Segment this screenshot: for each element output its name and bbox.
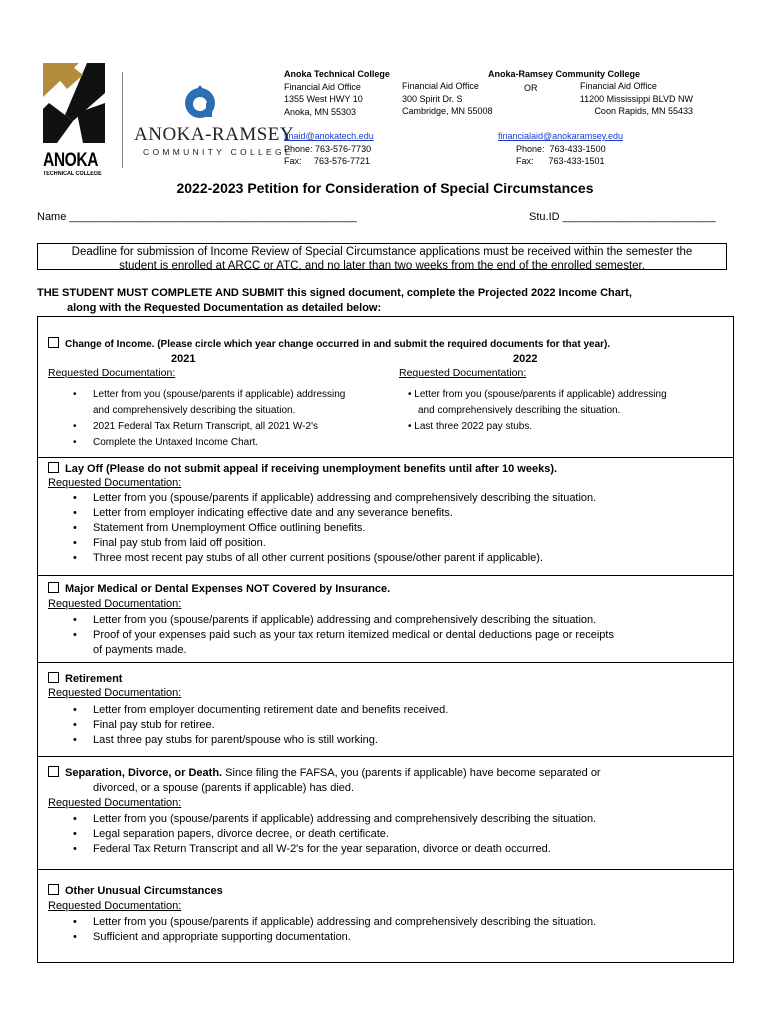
arcc-email-link[interactable]: financialaid@anokaramsey.edu (498, 131, 624, 141)
retirement-heading: Retirement (65, 673, 123, 685)
list-item: • Complete the Untaxed Income Chart. (48, 435, 388, 451)
anoka-logo-mark (43, 63, 105, 143)
separation-heading: Separation, Divorce, or Death. (65, 767, 223, 779)
medical-req: Requested Documentation: (48, 598, 182, 610)
income-heading: Change of Income. (Please circle which year change occurred in and submit the required documents for that year). (65, 339, 611, 350)
arcc-phone: Phone: 763-433-1500 (516, 143, 606, 154)
medical-list (48, 613, 614, 658)
layoff-heading: Lay Off (Please do not submit appeal if receiving unemployment benefits until after 10 weeks). (65, 463, 558, 475)
list-item: • Final pay stub for retiree. (48, 718, 448, 733)
retirement-req: Requested Documentation: (48, 687, 182, 699)
list-item: • Letter from you (spouse/parents if applicable) addressing (408, 389, 667, 400)
list-item: • Letter from you (spouse/parents if applicable) addressing and comprehensively describing the situation. (48, 387, 388, 419)
atc-office: Financial Aid Office (284, 81, 361, 92)
atc-address1: 1355 West HWY 10 (284, 94, 363, 104)
atc-contact (284, 68, 390, 118)
instructions-line-1: THE STUDENT MUST COMPLETE AND SUBMIT this signed document, complete the Projected 2022 Income Chart, (37, 287, 632, 299)
list-item: • Letter from you (spouse/parents if applicable) addressing and comprehensively describing the situation. (48, 491, 596, 506)
section-other (37, 869, 734, 963)
page-title: 2022-2023 Petition for Consideration of Special Circumstances (176, 180, 594, 196)
separation-list (48, 812, 596, 857)
arcc-fax: Fax: 763-433-1501 (516, 156, 605, 166)
income-left-list (48, 387, 388, 451)
separation-checkbox[interactable] (48, 766, 59, 777)
income-checkbox[interactable] (48, 337, 59, 348)
arcc-right-address1: 11200 Mississippi BLVD NW (579, 93, 693, 104)
separation-req: Requested Documentation: (48, 797, 182, 809)
arcc-right-office: Financial Aid Office (580, 81, 657, 91)
deadline-line-1: Deadline for submission of Income Review of Special Circumstance applications must be received within the semester the (71, 246, 693, 258)
list-item: • Three most recent pay stubs of all other current positions (spouse/other parent if applicable). (48, 551, 596, 566)
medical-checkbox[interactable] (48, 582, 59, 593)
list-item: • Letter from employer documenting retirement date and benefits received. (48, 703, 448, 718)
other-req: Requested Documentation: (48, 900, 182, 912)
income-req-2022: Requested Documentation: (399, 367, 527, 379)
atc-email-link[interactable]: finaid@anokatech.edu (284, 131, 374, 141)
anoka-logo-word: ANOKA (43, 150, 99, 171)
atc-phone: Phone: 763-576-7730 (284, 143, 372, 154)
atc-contact-2 (284, 130, 374, 168)
anoka-ramsey-logo-mark (182, 83, 218, 121)
anoka-ramsey-logo-sub: COMMUNITY COLLEGE (143, 147, 294, 157)
retirement-list (48, 703, 448, 748)
section-retirement (37, 662, 734, 757)
name-field[interactable]: Name _______________________________________________ (37, 211, 357, 223)
section-change-of-income (37, 316, 734, 458)
student-id-field[interactable]: Stu.ID _________________________ (529, 211, 716, 223)
anoka-technical-college-logo (43, 63, 105, 177)
arcc-left-address2: Cambridge, MN 55008 (402, 106, 493, 116)
arcc-or: OR (524, 83, 538, 93)
other-checkbox[interactable] (48, 884, 59, 895)
list-item: • Federal Tax Return Transcript and all W-2's for the year separation, divorce or death occurred. (48, 842, 596, 857)
separation-heading-row (48, 766, 601, 781)
atc-name: Anoka Technical College (284, 69, 390, 79)
list-item: • Letter from you (spouse/parents if applicable) addressing and comprehensively describing the situation. (48, 812, 596, 827)
list-item: • Final pay stub from laid off position. (48, 536, 596, 551)
income-heading-row (48, 337, 610, 353)
atc-fax: Fax: 763-576-7721 (284, 156, 371, 166)
section-medical (37, 575, 734, 663)
list-item: • Sufficient and appropriate supporting documentation. (48, 930, 596, 945)
section-lay-off (37, 457, 734, 576)
deadline-notice (37, 243, 727, 270)
arcc-right-address2: Coon Rapids, MN 55433 (594, 106, 693, 116)
atc-address2: Anoka, MN 55303 (284, 106, 357, 117)
medical-heading: Major Medical or Dental Expenses NOT Covered by Insurance. (65, 583, 391, 595)
income-right-list (408, 387, 728, 435)
list-item: • Last three 2022 pay stubs. (408, 421, 533, 432)
list-item: • Last three pay stubs for parent/spouse who is still working. (48, 733, 448, 748)
arcc-name: Anoka-Ramsey Community College (488, 69, 641, 79)
arcc-left-office: Financial Aid Office (402, 81, 479, 91)
other-heading-row (48, 884, 223, 899)
retirement-checkbox[interactable] (48, 672, 59, 683)
list-item: • Proof of your expenses paid such as your tax return itemized medical or dental deductions page or receipts of payments made. (48, 628, 614, 658)
layoff-req: Requested Documentation: (48, 477, 182, 489)
list-item-cont: and comprehensively describing the situation. (418, 405, 621, 416)
instructions-line-2: along with the Requested Documentation as detailed below: (67, 302, 382, 314)
arcc-contact-2 (498, 130, 623, 168)
other-heading: Other Unusual Circumstances (65, 885, 223, 897)
separation-text-1: Since filing the FAFSA, you (parents if applicable) have become separated or (222, 767, 601, 779)
list-item: • Letter from you (spouse/parents if applicable) addressing and comprehensively describing the situation. (48, 915, 596, 930)
list-item: • Legal separation papers, divorce decree, or death certificate. (48, 827, 596, 842)
layoff-heading-row (48, 462, 557, 477)
anoka-ramsey-logo-word: ANOKA-RAMSEY (134, 124, 295, 145)
income-req-2021: Requested Documentation: (48, 367, 176, 379)
list-item: • 2021 Federal Tax Return Transcript, all 2021 W-2's (48, 419, 388, 435)
instructions (37, 286, 737, 316)
section-separation (37, 756, 734, 870)
separation-text-2: divorced, or a spouse (parents if applicable) has died. (93, 782, 355, 794)
income-year-2021: 2021 (171, 353, 196, 365)
logo-divider (122, 72, 123, 168)
other-list (48, 915, 596, 945)
retirement-heading-row (48, 672, 122, 687)
deadline-line-2: student is enrolled at ARCC or ATC, and no later than two weeks from the end of the enrolled semester. (119, 260, 645, 272)
arcc-cambridge (402, 80, 493, 118)
arcc-coon-rapids (560, 80, 693, 118)
arcc-left-address1: 300 Spirit Dr. S (402, 93, 463, 104)
anoka-logo-sub: TECHNICAL COLLEGE (43, 171, 102, 177)
layoff-list (48, 491, 596, 566)
medical-heading-row (48, 582, 390, 597)
list-item: • Statement from Unemployment Office outlining benefits. (48, 521, 596, 536)
layoff-checkbox[interactable] (48, 462, 59, 473)
income-year-2022: 2022 (513, 353, 538, 365)
list-item: • Letter from you (spouse/parents if applicable) addressing and comprehensively describing the situation. (48, 613, 614, 628)
list-item: • Letter from employer indicating effective date and any severance benefits. (48, 506, 596, 521)
